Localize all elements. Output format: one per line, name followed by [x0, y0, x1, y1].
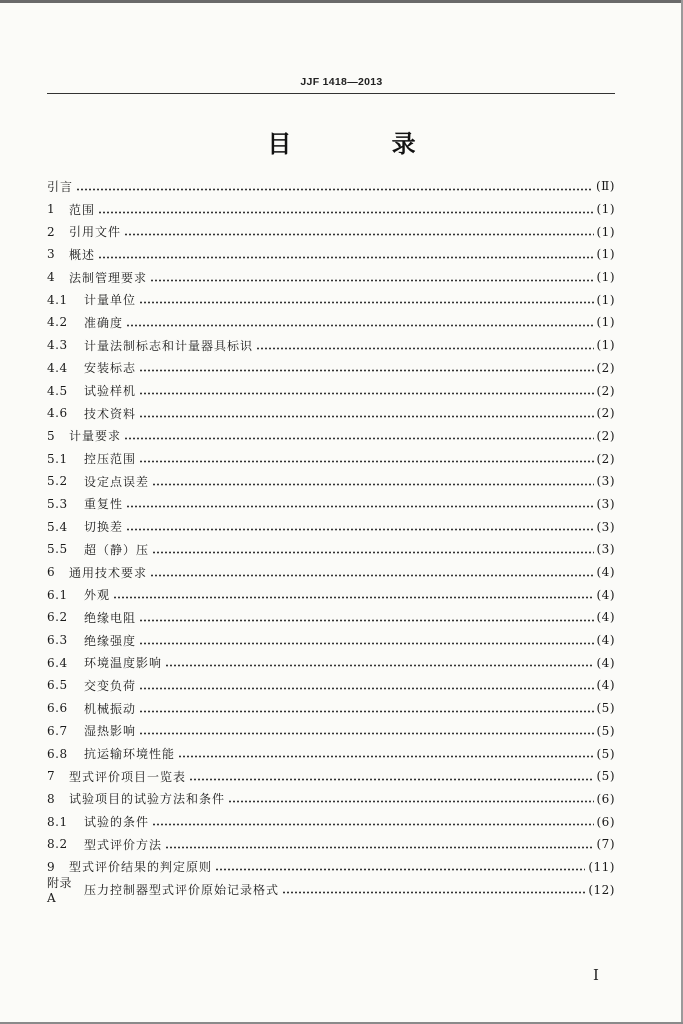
toc-entry-number: 7	[47, 769, 56, 784]
toc-entry-page: (4)	[596, 587, 615, 602]
toc-entry-page: (3)	[596, 542, 615, 557]
toc-entry[interactable]	[47, 538, 615, 561]
toc-entry-page: (4)	[596, 610, 615, 625]
toc-entry[interactable]	[47, 266, 615, 289]
toc-entry-page: (5)	[596, 723, 615, 738]
dot-leader	[124, 233, 593, 236]
toc-entry-number: 6.3	[47, 633, 68, 648]
toc-entry[interactable]	[47, 833, 615, 856]
toc-entry[interactable]	[47, 651, 615, 674]
toc-entry-title: 试验项目的试验方法和条件	[69, 792, 226, 807]
toc-entry[interactable]	[47, 447, 615, 470]
toc-entry-page: (4)	[596, 655, 615, 670]
toc-entry-number: 4.4	[47, 360, 68, 375]
toc-entry-number: 5	[47, 428, 56, 443]
toc-entry-number: 6.4	[47, 655, 68, 670]
toc-entry[interactable]	[47, 856, 615, 879]
dot-leader	[150, 574, 593, 577]
dot-leader	[189, 778, 593, 781]
toc-entry-page: (12)	[588, 882, 615, 897]
dot-leader	[126, 505, 593, 508]
standard-code: JJF 1418—2013	[300, 76, 383, 88]
toc-entry-page: (5)	[596, 746, 615, 761]
dot-leader	[98, 211, 593, 214]
toc-entry-page: (2)	[596, 406, 615, 421]
page-title: 目 录	[267, 130, 462, 158]
toc-entry-title: 机械振动	[84, 701, 137, 716]
toc-entry-number: 6.5	[47, 678, 68, 693]
toc-entry-number: 2	[47, 224, 56, 239]
toc-entry-number: 3	[47, 247, 56, 262]
toc-entry[interactable]	[47, 311, 615, 334]
page-number: I	[593, 966, 599, 984]
toc-entry-page: (3)	[596, 519, 615, 534]
toc-entry[interactable]	[47, 674, 615, 697]
toc-entry-title: 计量法制标志和计量器具标识	[84, 338, 254, 353]
toc-entry-page: (1)	[596, 247, 615, 262]
toc-entry-page: (1)	[596, 224, 615, 239]
toc-entry-title: 抗运输环境性能	[84, 747, 176, 762]
toc-entry-title: 型式评价方法	[84, 837, 163, 852]
header-rule	[47, 93, 615, 94]
toc-entry[interactable]	[47, 470, 615, 493]
toc-entry-number: 6.7	[47, 723, 68, 738]
toc-entry-title: 引用文件	[69, 225, 122, 240]
toc-entry-number: 6.6	[47, 701, 68, 716]
toc-entry-title: 通用技术要求	[69, 565, 148, 580]
dot-leader	[139, 369, 593, 372]
toc-entry[interactable]	[47, 788, 615, 811]
toc-entry-number: 4	[47, 270, 56, 285]
toc-entry-number: 4.2	[47, 315, 68, 330]
toc-entry-number: 1	[47, 202, 56, 217]
toc-entry-title: 设定点误差	[84, 474, 150, 489]
dot-leader	[139, 415, 593, 418]
dot-leader	[139, 619, 593, 622]
toc-entry-title: 法制管理要求	[69, 270, 148, 285]
toc-entry[interactable]	[47, 198, 615, 221]
toc-entry-page: (2)	[596, 451, 615, 466]
toc-entry-title: 切换差	[84, 520, 124, 535]
toc-entry[interactable]	[47, 175, 615, 198]
toc-entry-page: (5)	[596, 701, 615, 716]
toc-entry[interactable]	[47, 876, 615, 906]
toc-entry[interactable]	[47, 765, 615, 788]
toc-entry-title: 引言	[47, 179, 74, 194]
dot-leader	[152, 483, 593, 486]
dot-leader	[139, 710, 593, 713]
dot-leader	[139, 732, 593, 735]
dot-leader	[98, 256, 593, 259]
toc-entry-page: (3)	[596, 496, 615, 511]
toc-entry-page: (4)	[596, 633, 615, 648]
toc-entry-title: 计量要求	[69, 429, 122, 444]
toc-entry[interactable]	[47, 720, 615, 743]
toc-entry[interactable]	[47, 561, 615, 584]
dot-leader	[165, 664, 593, 667]
toc-entry-title: 概述	[69, 247, 96, 262]
toc-entry-title: 湿热影响	[84, 724, 137, 739]
toc-entry[interactable]	[47, 493, 615, 516]
toc-entry-page: (11)	[588, 859, 615, 874]
toc-entry-page: (7)	[596, 837, 615, 852]
toc-entry-title: 重复性	[84, 497, 124, 512]
toc-entry[interactable]	[47, 629, 615, 652]
toc-entry-page: (1)	[596, 202, 615, 217]
toc-entry-page: (Ⅱ)	[595, 179, 615, 194]
dot-leader	[139, 392, 593, 395]
toc-entry[interactable]	[47, 402, 615, 425]
dot-leader	[152, 551, 593, 554]
toc-entry[interactable]	[47, 583, 615, 606]
scan-top-border	[0, 0, 683, 3]
toc-entry-number: 8.1	[47, 814, 68, 829]
toc-entry-number: 4.6	[47, 406, 68, 421]
toc-entry-number: 9	[47, 859, 56, 874]
dot-leader	[139, 642, 593, 645]
toc-entry-page: (2)	[596, 428, 615, 443]
dot-leader	[256, 347, 593, 350]
toc-entry[interactable]	[47, 288, 615, 311]
toc-entry-page: (3)	[596, 474, 615, 489]
toc-entry-number: 5.4	[47, 519, 68, 534]
toc-entry[interactable]	[47, 357, 615, 380]
toc-entry-number: 附录 A	[47, 876, 73, 906]
dot-leader	[139, 687, 593, 690]
toc-entry-page: (2)	[596, 383, 615, 398]
toc-entry-title: 超（静）压	[84, 542, 150, 557]
toc-entry-number: 8	[47, 791, 56, 806]
toc-entry-number: 5.3	[47, 496, 68, 511]
toc-entry[interactable]	[47, 697, 615, 720]
toc-entry[interactable]	[47, 220, 615, 243]
toc-entry[interactable]	[47, 810, 615, 833]
toc-entry-title: 计量单位	[84, 293, 137, 308]
toc-entry-number: 6.8	[47, 746, 68, 761]
toc-entry-number: 4.3	[47, 338, 68, 353]
toc-entry[interactable]	[47, 606, 615, 629]
toc-entry-number: 5.5	[47, 542, 68, 557]
toc-entry-title: 试验的条件	[84, 815, 150, 830]
toc-entry-page: (4)	[596, 678, 615, 693]
toc-entry-title: 压力控制器型式评价原始记录格式	[84, 883, 280, 898]
toc-entry[interactable]	[47, 742, 615, 765]
dot-leader	[228, 800, 593, 803]
toc-entry-title: 试验样机	[84, 384, 137, 399]
toc-entry-page: (4)	[596, 565, 615, 580]
toc-entry[interactable]	[47, 515, 615, 538]
dot-leader	[124, 437, 593, 440]
toc-entry-title: 外观	[84, 588, 111, 603]
dot-leader	[139, 301, 593, 304]
toc-entry[interactable]	[47, 334, 615, 357]
toc-entry-number: 5.1	[47, 451, 68, 466]
toc-entry-title: 技术资料	[84, 406, 137, 421]
toc-entry-title: 型式评价结果的判定原则	[69, 860, 213, 875]
toc-entry[interactable]	[47, 379, 615, 402]
toc-entry-title: 准确度	[84, 315, 124, 330]
dot-leader	[76, 188, 593, 191]
dot-leader	[178, 755, 593, 758]
toc-entry-page: (1)	[596, 292, 615, 307]
toc-entry-number: 4.1	[47, 292, 68, 307]
toc-entry-page: (6)	[596, 814, 615, 829]
toc-entry-title: 绝缘强度	[84, 633, 137, 648]
toc-entry-title: 绝缘电阻	[84, 610, 137, 625]
toc-entry-title: 控压范围	[84, 452, 137, 467]
toc-entry[interactable]	[47, 425, 615, 448]
dot-leader	[126, 528, 593, 531]
toc-entry-number: 6	[47, 565, 56, 580]
toc-entry-page: (1)	[596, 338, 615, 353]
dot-leader	[150, 279, 593, 282]
toc-entry-page: (5)	[596, 769, 615, 784]
toc-entry-title: 安装标志	[84, 361, 137, 376]
dot-leader	[113, 596, 593, 599]
toc-entry-number: 5.2	[47, 474, 68, 489]
toc-entry-page: (6)	[596, 791, 615, 806]
toc-entry-title: 型式评价项目一览表	[69, 769, 187, 784]
dot-leader	[139, 460, 593, 463]
toc-entry-number: 6.2	[47, 610, 68, 625]
toc-entry[interactable]	[47, 243, 615, 266]
toc-entry-page: (2)	[596, 360, 615, 375]
toc-entry-title: 范围	[69, 202, 96, 217]
dot-leader	[215, 868, 585, 871]
toc-entry-number: 4.5	[47, 383, 68, 398]
toc-entry-page: (1)	[596, 315, 615, 330]
dot-leader	[282, 891, 585, 894]
toc-entry-number: 8.2	[47, 837, 68, 852]
dot-leader	[165, 846, 593, 849]
toc-entry-page: (1)	[596, 270, 615, 285]
toc-entry-title: 交变负荷	[84, 678, 137, 693]
toc-entry-number: 6.1	[47, 587, 68, 602]
dot-leader	[126, 324, 593, 327]
table-of-contents	[47, 175, 615, 906]
toc-entry-title: 环境温度影响	[84, 656, 163, 671]
dot-leader	[152, 823, 593, 826]
